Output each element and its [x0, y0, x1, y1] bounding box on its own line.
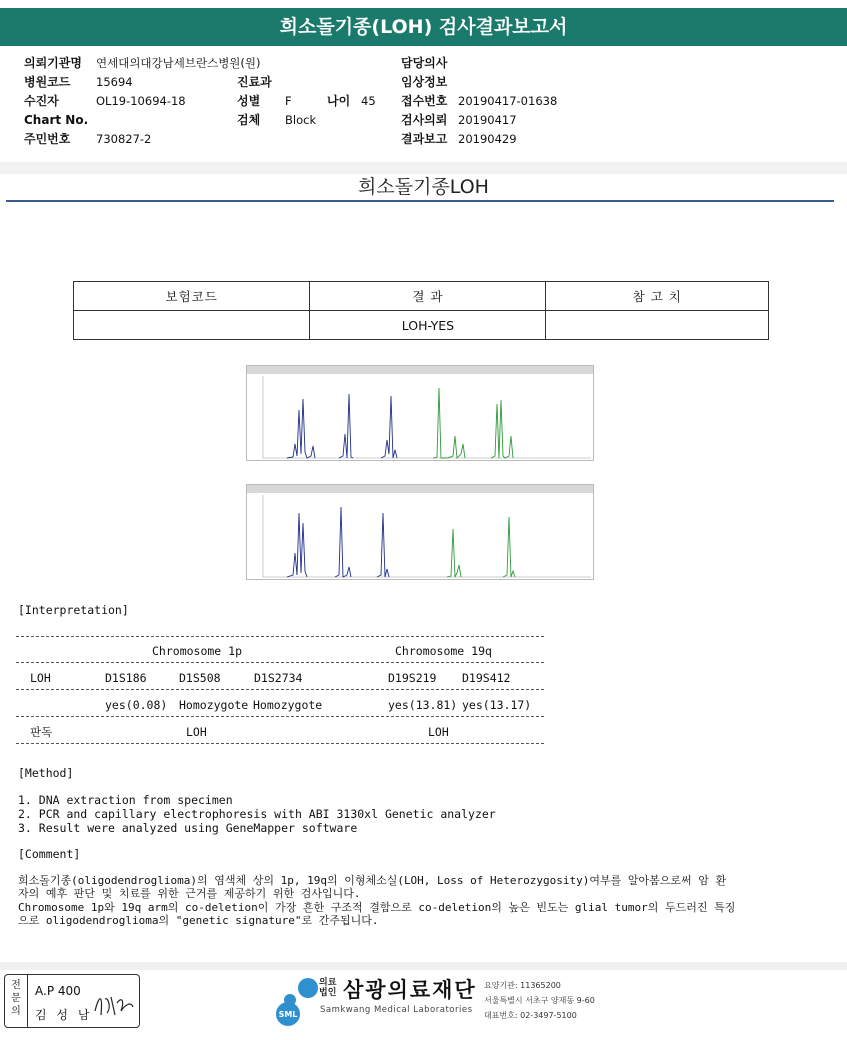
doctor-name: 김 성 남: [35, 1008, 93, 1022]
electropherogram-plot-2: [247, 493, 593, 579]
comment-line: Chromosome 1p와 19q arm의 co-deletion이 가장 흔한 구조적 결함으로 co-deletion의 높은 빈도는 glial tumor의 두드러진 특징: [18, 901, 736, 914]
signature-icon: [91, 989, 137, 1019]
footer-shade: [0, 962, 847, 970]
value-d1s508: Homozygote: [179, 698, 249, 712]
table-rule: [16, 689, 544, 690]
header-result: 결 과: [310, 282, 546, 311]
cell-insurance-code: [74, 311, 310, 340]
specialist-stamp: [4, 974, 140, 1028]
org-phone: 대표번호: 02-3497-5100: [484, 1011, 577, 1020]
result-table: [73, 281, 769, 340]
org-address: 서울특별시 서초구 양재동 9-60: [484, 996, 595, 1005]
header-insurance-code: 보험코드: [74, 282, 310, 311]
stamp-vertical-label: 전문의: [11, 980, 21, 1017]
org-english-name: Samkwang Medical Laboratories: [320, 1005, 473, 1015]
loh-label: LOH: [30, 671, 51, 685]
section-title: 희소돌기종LOH: [358, 176, 489, 198]
specimen-label: 검체: [237, 113, 261, 127]
hospital-code-label: 병원코드: [24, 75, 71, 89]
comment-line: 희소돌기종(oligodendroglioma)의 염색체 상의 1p, 19q의 이형체소실(LOH, Loss of Heterozygosity)여부를 알아봄으로써 암 환: [18, 874, 727, 887]
value-d1s186: yes(0.08): [105, 698, 168, 712]
electropherogram-plot-1: [247, 374, 593, 460]
department-label: 진료과: [237, 75, 272, 89]
cell-reference: [546, 311, 769, 340]
table-rule: [16, 636, 544, 637]
org-type-line-1: 의료: [319, 978, 337, 988]
resident-no-value: 730827-2: [96, 132, 152, 146]
hospital-code-value: 15694: [96, 75, 133, 89]
method-item: 1. DNA extraction from specimen: [18, 793, 233, 807]
marker-d1s2734: D1S2734: [254, 671, 303, 685]
table-rule: [16, 743, 544, 744]
org-type: [319, 978, 336, 998]
report-date-value: 20190429: [458, 132, 517, 146]
header-reference: 참 고 치: [546, 282, 769, 311]
stamp-code: A.P 400: [35, 984, 81, 998]
clinical-info-label: 임상정보: [401, 75, 448, 89]
institution-label: 의뢰기관명: [24, 56, 82, 70]
request-date-value: 20190417: [458, 113, 517, 127]
electropherogram-header: [247, 485, 593, 493]
resident-no-label: 주민번호: [24, 132, 71, 146]
age-label: 나이: [327, 94, 351, 108]
chr19q-heading: Chromosome 19q: [395, 644, 492, 658]
chart-no-label: Chart No.: [24, 113, 89, 127]
table-rule: [16, 662, 544, 663]
org-code: 요양기관: 11365200: [484, 981, 561, 990]
marker-d19s219: D19S219: [388, 671, 437, 685]
electropherogram-1: [246, 365, 594, 461]
sex-label: 성별: [237, 94, 261, 108]
report-date-label: 결과보고: [401, 132, 448, 146]
request-date-label: 검사의뢰: [401, 113, 448, 127]
comment-heading: [Comment]: [18, 847, 81, 861]
interpretation-heading: [Interpretation]: [18, 603, 129, 617]
receipt-no-value: 20190417-01638: [458, 94, 558, 108]
value-d1s2734: Homozygote: [253, 698, 323, 712]
doctor-label: 담당의사: [401, 56, 448, 70]
age-value: 45: [361, 94, 376, 108]
info-col-1: [24, 54, 261, 149]
comment-line: 자의 예후 판단 및 치료를 위한 근거를 제공하기 위한 검사입니다.: [18, 887, 361, 900]
judgment-label: 판독: [30, 725, 53, 739]
table-rule: [16, 716, 544, 717]
electropherogram-header: [247, 366, 593, 374]
section-rule: [6, 200, 834, 202]
cell-result: LOH-YES: [310, 311, 546, 340]
info-col-3: [401, 54, 557, 149]
examinee-value: OL19-10694-18: [96, 94, 186, 108]
method-item: 3. Result were analyzed using GeneMapper software: [18, 821, 358, 835]
method-item: 2. PCR and capillary electrophoresis with ABI 3130xl Genetic analyzer: [18, 807, 496, 821]
value-d19s412: yes(13.17): [462, 698, 532, 712]
report-title: 희소돌기종(LOH) 검사결과보고서: [0, 8, 847, 46]
specimen-value: Block: [285, 113, 317, 127]
stamp-divider: [27, 975, 28, 1027]
marker-d1s186: D1S186: [105, 671, 147, 685]
method-heading: [Method]: [18, 766, 74, 780]
marker-d1s508: D1S508: [179, 671, 221, 685]
electropherogram-2: [246, 484, 594, 580]
institution-value: 연세대의대강남세브란스병원(원): [96, 56, 261, 70]
logo-text: SML: [278, 1010, 298, 1019]
receipt-no-label: 접수번호: [401, 94, 448, 108]
marker-d19s412: D19S412: [462, 671, 511, 685]
org-name: 삼광의료재단: [343, 978, 477, 1002]
comment-line: 으로 oligodendroglioma의 "genetic signature"로 간주됩니다.: [18, 914, 379, 927]
org-type-line-2: 법인: [319, 988, 337, 998]
judgment-1p: LOH: [186, 725, 207, 739]
examinee-label: 수진자: [24, 94, 59, 108]
judgment-19q: LOH: [428, 725, 449, 739]
info-col-2: [237, 73, 376, 130]
value-d19s219: yes(13.81): [388, 698, 458, 712]
chr1p-heading: Chromosome 1p: [152, 644, 243, 658]
sex-value: F: [285, 94, 292, 108]
